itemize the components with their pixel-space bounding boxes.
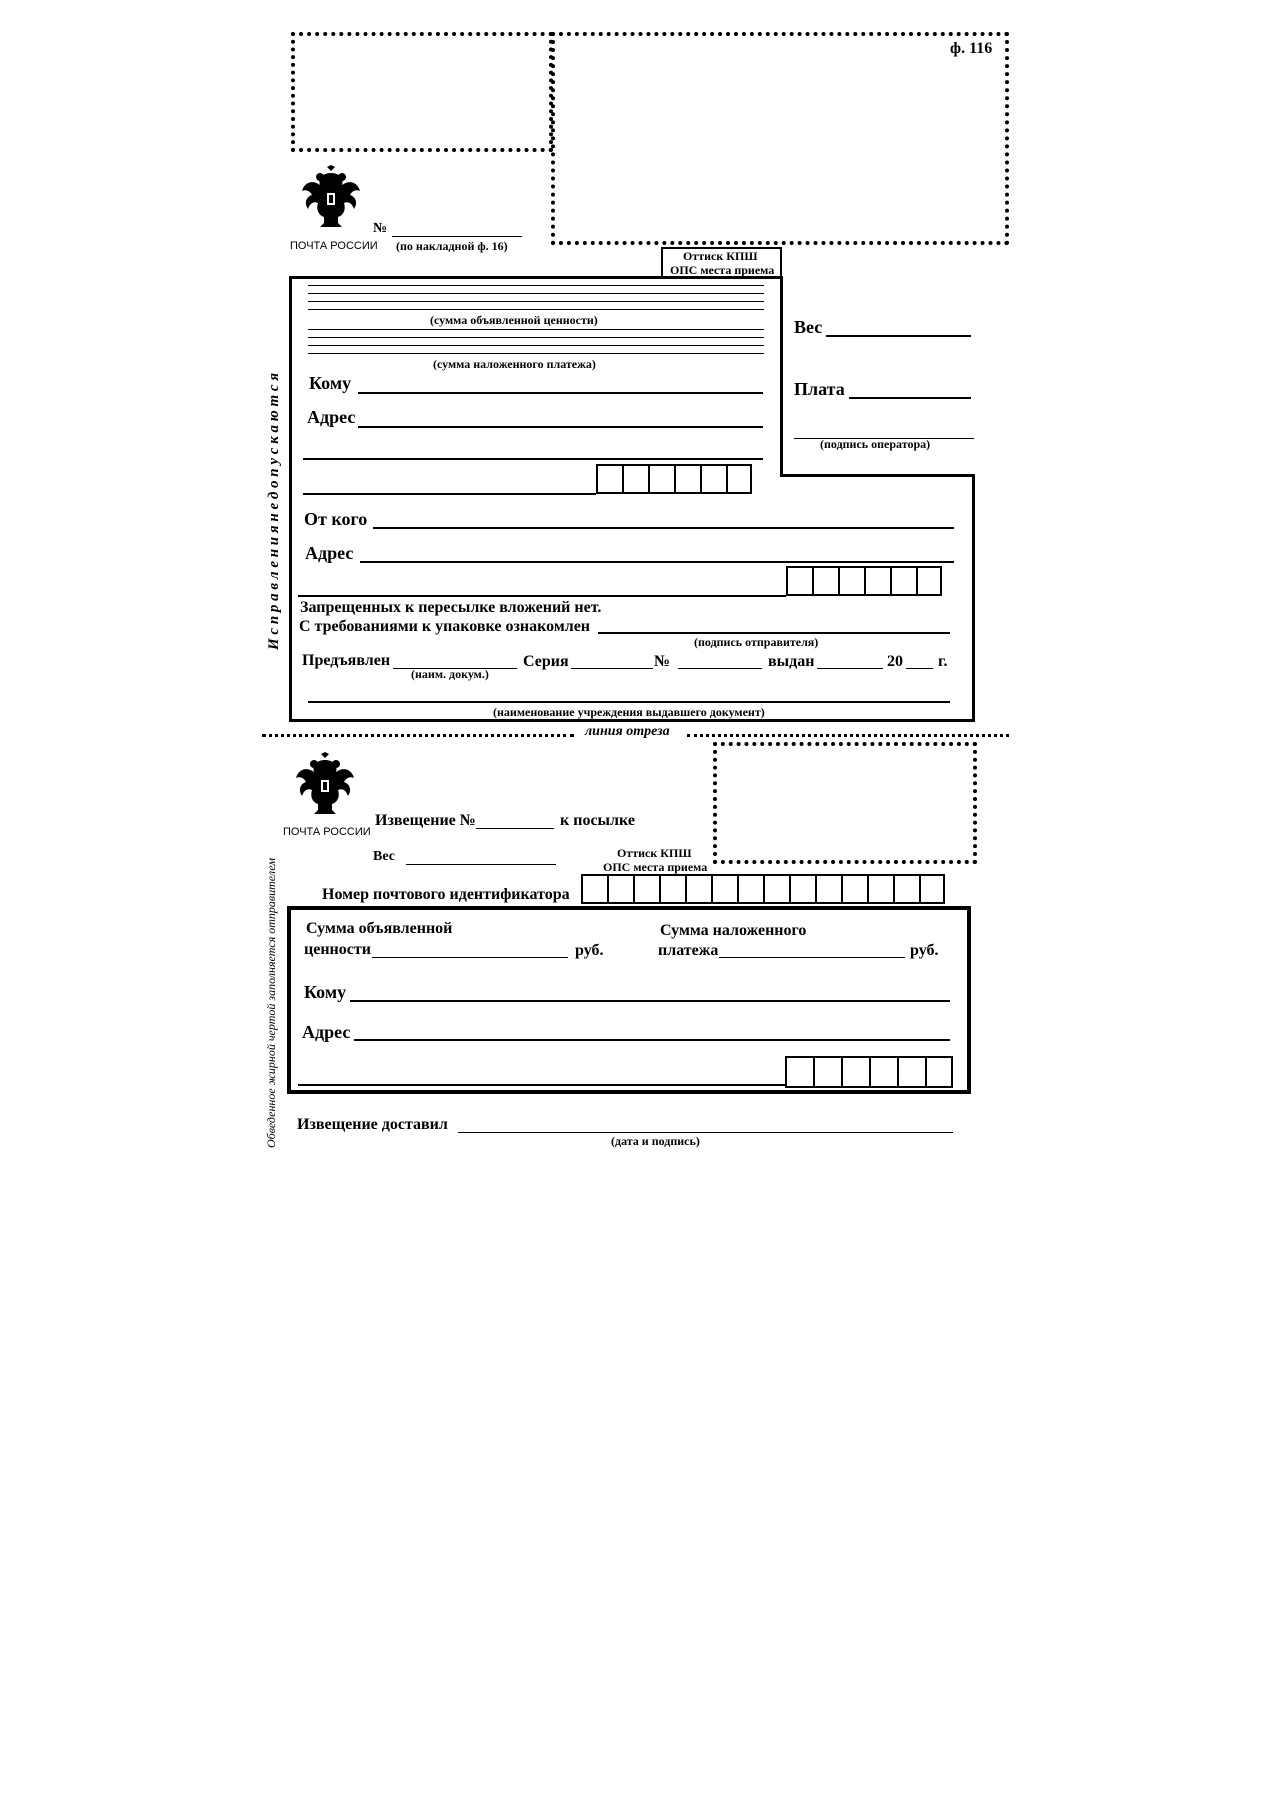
cod-line-2[interactable] bbox=[308, 337, 764, 338]
tracking-cell[interactable] bbox=[737, 874, 763, 904]
tracking-cell[interactable] bbox=[607, 874, 633, 904]
cod-line-4[interactable] bbox=[308, 353, 764, 354]
postcode-cell[interactable] bbox=[786, 566, 812, 596]
lower-declared-line[interactable] bbox=[372, 957, 568, 958]
tracking-cell[interactable] bbox=[711, 874, 737, 904]
declared-line-2[interactable] bbox=[308, 293, 764, 294]
packaging-ack-text: С требованиями к упаковке ознакомлен bbox=[299, 618, 591, 635]
postcode-cell[interactable] bbox=[813, 1056, 841, 1088]
postcode-cell[interactable] bbox=[869, 1056, 897, 1088]
tracking-cell[interactable] bbox=[919, 874, 945, 904]
sender-postcode-cells[interactable] bbox=[786, 566, 942, 596]
date-sign-caption: (дата и подпись) bbox=[611, 1134, 700, 1148]
cut-line-left bbox=[262, 734, 574, 737]
logo-text: ПОЧТА РОССИИ bbox=[290, 240, 378, 252]
side-note-lower: Обведенное жирной чертой заполняется отправителем bbox=[264, 857, 278, 1148]
tracking-cell[interactable] bbox=[581, 874, 607, 904]
declared-line-4[interactable] bbox=[308, 309, 764, 310]
from-address-line-2[interactable] bbox=[298, 595, 786, 597]
issued-line[interactable] bbox=[817, 668, 883, 669]
lower-cod-currency: руб. bbox=[910, 942, 939, 959]
issued-label: выдан bbox=[768, 653, 815, 670]
weight-line[interactable] bbox=[826, 335, 971, 337]
lower-address-line-2[interactable] bbox=[298, 1084, 785, 1086]
russian-eagle-emblem-icon bbox=[300, 165, 362, 231]
lower-declared-label-1: Сумма объявленной bbox=[306, 920, 453, 937]
tracking-cell[interactable] bbox=[633, 874, 659, 904]
presented-label: Предъявлен bbox=[302, 652, 391, 669]
cod-line-1[interactable] bbox=[308, 329, 764, 330]
from-address-line-1[interactable] bbox=[360, 561, 954, 563]
lower-cod-line[interactable] bbox=[719, 957, 905, 958]
postcode-cell[interactable] bbox=[812, 566, 838, 596]
recipient-postcode-cells[interactable] bbox=[596, 464, 752, 494]
delivered-label: Извещение доставил bbox=[297, 1116, 448, 1133]
form-number: ф. 116 bbox=[950, 40, 993, 57]
tracking-cell[interactable] bbox=[867, 874, 893, 904]
issuer-caption: (наименование учреждения выдавшего документ) bbox=[493, 705, 765, 719]
notice-suffix: к посылке bbox=[560, 812, 635, 829]
postcode-cell[interactable] bbox=[864, 566, 890, 596]
frame-top bbox=[289, 276, 783, 279]
lower-declared-label-2: ценности bbox=[304, 941, 371, 958]
postcode-cell[interactable] bbox=[916, 566, 942, 596]
cut-line-right bbox=[687, 734, 1009, 737]
logo-text-lower: ПОЧТА РОССИИ bbox=[283, 826, 371, 838]
series-label: Серия bbox=[523, 653, 569, 670]
postcode-cell[interactable] bbox=[838, 566, 864, 596]
number-line[interactable] bbox=[392, 236, 522, 237]
postcode-cell[interactable] bbox=[648, 464, 674, 494]
frame-notch bbox=[780, 276, 783, 476]
lower-weight-line[interactable] bbox=[406, 864, 556, 865]
tracking-cell[interactable] bbox=[841, 874, 867, 904]
tracking-cell[interactable] bbox=[893, 874, 919, 904]
lower-to-label: Кому bbox=[304, 982, 347, 1002]
lower-weight-label: Вес bbox=[373, 849, 395, 864]
year-suffix: г. bbox=[938, 653, 948, 670]
postcode-cell[interactable] bbox=[596, 464, 622, 494]
stamp-label-2: ОПС места приема bbox=[670, 263, 775, 277]
doc-number-line[interactable] bbox=[678, 668, 762, 669]
russian-eagle-emblem-icon-lower bbox=[294, 752, 356, 818]
fee-line[interactable] bbox=[849, 397, 971, 399]
declared-line-1[interactable] bbox=[308, 285, 764, 286]
lower-cod-label-2: платежа bbox=[658, 942, 719, 959]
lower-stamp-label-1: Оттиск КПШ bbox=[617, 846, 692, 860]
number-caption: (по накладной ф. 16) bbox=[396, 239, 508, 253]
lower-address-line-1[interactable] bbox=[354, 1039, 950, 1041]
declared-line-3[interactable] bbox=[308, 301, 764, 302]
issuer-line[interactable] bbox=[308, 701, 950, 703]
doc-name-caption: (наим. докум.) bbox=[411, 667, 489, 681]
no-prohibited-text: Запрещенных к пересылке вложений нет. bbox=[300, 599, 602, 616]
tracking-label: Номер почтового идентификатора bbox=[322, 886, 570, 903]
lower-stamp-box bbox=[713, 742, 977, 864]
postcode-cell[interactable] bbox=[897, 1056, 925, 1088]
stamp-box-small bbox=[291, 32, 553, 152]
sender-sign-caption: (подпись отправителя) bbox=[694, 635, 819, 649]
from-address-label: Адрес bbox=[305, 543, 354, 563]
to-line[interactable] bbox=[358, 392, 763, 394]
address-line-1[interactable] bbox=[358, 426, 763, 428]
tracking-cell[interactable] bbox=[789, 874, 815, 904]
postcode-cell[interactable] bbox=[890, 566, 916, 596]
tracking-cell[interactable] bbox=[763, 874, 789, 904]
from-line[interactable] bbox=[373, 527, 954, 529]
sender-sign-line[interactable] bbox=[598, 632, 950, 634]
series-line[interactable] bbox=[571, 668, 653, 669]
to-label: Кому bbox=[309, 373, 352, 393]
stamp-box-large bbox=[551, 32, 1009, 245]
weight-label: Вес bbox=[794, 317, 823, 337]
postcode-cell[interactable] bbox=[700, 464, 726, 494]
side-note-corrections: И с п р а в л е н и я н е д о п у с к а ю т с я bbox=[266, 372, 282, 650]
year-prefix: 20 bbox=[887, 653, 903, 670]
cod-caption: (сумма наложенного платежа) bbox=[433, 357, 596, 371]
frame-left bbox=[289, 276, 292, 722]
fee-label: Плата bbox=[794, 379, 845, 399]
tracking-cell[interactable] bbox=[659, 874, 685, 904]
frame-step bbox=[780, 474, 975, 477]
operator-caption: (подпись оператора) bbox=[820, 437, 931, 451]
lower-stamp-label-2: ОПС места приема bbox=[603, 860, 708, 874]
tracking-cell[interactable] bbox=[815, 874, 841, 904]
from-label: От кого bbox=[304, 509, 368, 529]
postcode-cell[interactable] bbox=[841, 1056, 869, 1088]
number-sign: № bbox=[373, 221, 388, 236]
lower-postcode-cells[interactable] bbox=[785, 1056, 953, 1088]
postcode-cell[interactable] bbox=[622, 464, 648, 494]
cut-line-label: линия отреза bbox=[585, 724, 670, 739]
address-label: Адрес bbox=[307, 407, 356, 427]
postcode-cell[interactable] bbox=[674, 464, 700, 494]
declared-caption: (сумма объявленной ценности) bbox=[430, 313, 598, 327]
stamp-label-1: Оттиск КПШ bbox=[683, 249, 758, 263]
postcode-cell[interactable] bbox=[726, 464, 752, 494]
frame-right bbox=[972, 474, 975, 722]
lower-declared-currency: руб. bbox=[575, 942, 604, 959]
tracking-number-cells[interactable] bbox=[581, 874, 945, 904]
address-line-2[interactable] bbox=[303, 458, 763, 460]
lower-address-label: Адрес bbox=[302, 1022, 351, 1042]
notice-title: Извещение № bbox=[375, 812, 476, 829]
tracking-cell[interactable] bbox=[685, 874, 711, 904]
delivered-line[interactable] bbox=[458, 1132, 953, 1133]
doc-number-sign: № bbox=[654, 653, 671, 670]
cod-line-3[interactable] bbox=[308, 345, 764, 346]
lower-cod-label-1: Сумма наложенного bbox=[660, 922, 807, 939]
notice-number-line[interactable] bbox=[476, 828, 554, 829]
lower-to-line[interactable] bbox=[350, 1000, 950, 1002]
year-line[interactable] bbox=[906, 668, 933, 669]
address-line-3[interactable] bbox=[303, 493, 596, 495]
postcode-cell[interactable] bbox=[785, 1056, 813, 1088]
postcode-cell[interactable] bbox=[925, 1056, 953, 1088]
